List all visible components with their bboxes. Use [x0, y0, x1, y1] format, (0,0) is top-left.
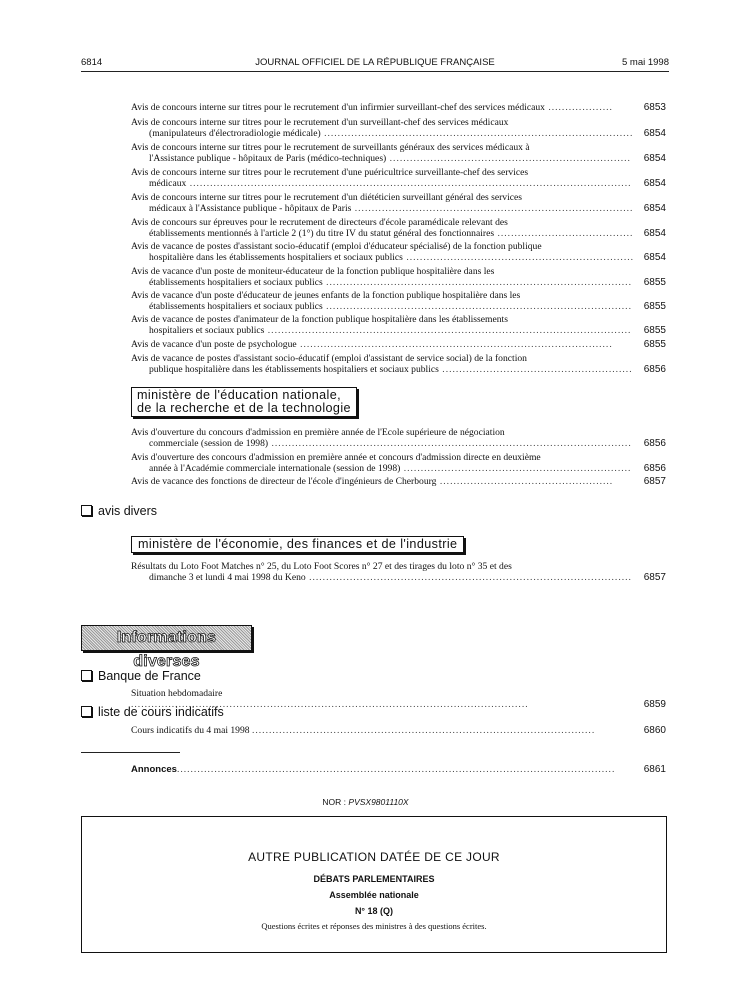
entry-text-line: Avis de concours sur épreuves pour le recrutement de directeurs d'école paramédicale relevant des	[131, 217, 508, 228]
toc-entry	[131, 339, 666, 350]
page-reference: 6855	[643, 325, 666, 337]
assemblee-nationale: Assemblée nationale	[329, 890, 419, 900]
entry-text-line: dimanche 3 et lundi 4 mai 1998 du Keno ...............................................................................................	[149, 572, 632, 584]
entry-text-line: Avis de concours interne sur titres pour le recrutement d'un infirmier surveillant-chef des services médicaux ...................	[131, 102, 613, 113]
toc-entry	[131, 217, 666, 239]
page-reference: 6854	[643, 252, 666, 264]
cours-indicatifs-label: liste de cours indicatifs	[98, 705, 224, 719]
page-reference: 6855	[643, 339, 666, 350]
page-number: 6814	[81, 57, 103, 68]
entry-text-line: Avis de concours interne sur titres pour le recrutement d'un surveillant-chef des services médicaux	[131, 117, 509, 128]
informations-diverses-banner: Informations diverses	[81, 625, 252, 651]
toc-entry	[131, 314, 666, 336]
dot-leader: ..........................................................................................................	[268, 438, 632, 450]
toc-entry	[131, 167, 666, 189]
dot-leader: ...........................................................................................................	[264, 325, 632, 337]
dot-leader: ..........................................................................................	[322, 277, 632, 289]
page-reference: 6856	[643, 438, 666, 450]
entry-text-line: Avis de vacance d'un poste de psychologue ............................................................................................	[131, 339, 613, 350]
toc-entry	[131, 452, 666, 474]
page-reference: 6855	[643, 277, 666, 289]
toc-entry	[131, 102, 666, 113]
entry-text-line: Avis de vacance des fonctions de directeur de l'école d'ingénieurs de Cherbourg ...................................................	[131, 476, 614, 487]
page-reference: 6854	[643, 128, 666, 140]
dot-leader: ..................................................................................................................................	[186, 178, 632, 190]
toc-entry	[131, 192, 666, 214]
ministry-economy-label: ministère de l'économie, des finances et de l'industrie	[138, 537, 458, 551]
page-reference: 6854	[643, 203, 666, 215]
checkbox-square-icon	[81, 505, 92, 516]
entry-text-line: Avis d'ouverture des concours d'admission en première année et concours d'admission directe en deuxième	[131, 452, 541, 463]
ministry-education-heading	[131, 387, 357, 417]
dot-leader: ..................................................................................	[351, 203, 634, 215]
dot-leader: ........................................	[494, 228, 634, 240]
page-reference: 6859	[643, 699, 666, 711]
entry-text-line: Résultats du Loto Foot Matches n° 25, du Loto Foot Scores n° 27 et des tirages du loto n° 35 et des	[131, 561, 512, 572]
toc-entry	[131, 353, 666, 375]
dot-leader: ............................................................................................	[296, 339, 613, 350]
entry-text-line: hospitalière dans les établissements hospitaliers et sociaux publics ...................................................................	[149, 252, 635, 264]
autre-publication-box	[81, 816, 667, 953]
header-rule	[81, 71, 669, 72]
entry-text-line: (manipulateurs d'électroradiologie médicale) ...........................................................................................	[149, 128, 634, 140]
entry-text-line: hospitaliers et sociaux publics ...........................................................................................................	[149, 325, 632, 337]
checkbox-square-icon	[81, 670, 92, 681]
page-reference: 6854	[643, 178, 666, 190]
nor-code: PVSX9801110X	[348, 797, 409, 807]
page-reference: 6860	[643, 725, 666, 736]
dot-leader: ...................	[544, 102, 613, 113]
entry-text-line: Avis de vacance de postes d'assistant socio-éducatif (emploi d'assistant de service social) de la fonction	[131, 353, 527, 364]
toc-entry	[131, 427, 666, 449]
page-reference: 6861	[643, 764, 666, 775]
entry-text-line: Avis de concours interne sur titres pour le recrutement d'un diététicien surveillant général des services	[131, 192, 523, 203]
page-reference: 6856	[643, 364, 666, 376]
situation-hebdomadaire-label: Situation hebdomadaire	[131, 688, 223, 699]
dot-leader: .....................................................................................................................	[131, 699, 529, 711]
dot-leader: ...................................................................	[400, 463, 632, 475]
dot-leader: .................................................................................................................................	[176, 764, 616, 775]
page-reference: 6854	[643, 228, 666, 240]
ministry-education-line1: ministère de l'éducation nationale,	[137, 388, 342, 402]
page-header	[81, 57, 669, 71]
entry-text-line: année à l'Académie commerciale internationale (session de 1998) ...................................................................	[149, 463, 632, 475]
ministry-economy-heading	[131, 536, 464, 553]
page-reference: 6857	[643, 572, 666, 584]
page-reference: 6854	[643, 153, 666, 165]
ministry-education-line2: de la recherche et de la technologie	[137, 401, 351, 415]
page-reference: 6855	[643, 301, 666, 313]
annonces-entry	[131, 764, 666, 775]
entry-text-line: Avis de vacance d'un poste d'éducateur de jeunes enfants de la fonction publique hospitalière dans les	[131, 290, 521, 301]
entry-text-line: Avis de vacance de postes d'animateur de la fonction publique hospitalière dans les établissements	[131, 314, 508, 325]
toc-entry	[131, 290, 666, 312]
separator-rule	[81, 752, 180, 753]
checkbox-square-icon	[81, 706, 92, 717]
entry-text-line: Avis de concours interne sur titres pour le recrutement de surveillants généraux des services médicaux à	[131, 142, 530, 153]
journal-title: JOURNAL OFFICIEL DE LA RÉPUBLIQUE FRANÇAISE	[255, 57, 495, 68]
issue-number: N° 18 (Q)	[354, 906, 394, 916]
entry-text-line: Avis de vacance de postes d'assistant socio-éducatif (emploi d'éducateur spécialisé) de la fonction publique	[131, 241, 542, 252]
entry-text-line: Avis de vacance d'un poste de moniteur-éducateur de la fonction publique hospitalière dans les	[131, 266, 495, 277]
toc-entry	[131, 266, 666, 288]
page-reference: 6856	[643, 463, 666, 475]
page-reference: 6853	[643, 102, 666, 113]
page-reference: 6857	[643, 476, 666, 487]
banque-de-france-heading	[81, 669, 201, 683]
annonces-label: Annonces	[131, 764, 177, 775]
toc-entry	[131, 561, 666, 583]
dot-leader: .......................................................................	[386, 153, 631, 165]
dot-leader: .....................................................................................................	[251, 725, 596, 736]
dot-leader: ........................................................	[438, 364, 633, 376]
entry-text-line: commerciale (session de 1998) ..........................................................................................................	[149, 438, 632, 450]
entry-text-line: médicaux à l'Assistance publique - hôpitaux de Paris ..................................................................................	[149, 203, 634, 215]
banque-de-france-label: Banque de France	[98, 669, 201, 683]
dot-leader: ...................................................................	[402, 252, 635, 264]
avis-divers-heading	[81, 504, 157, 518]
autre-publication-title: AUTRE PUBLICATION DATÉE DE CE JOUR	[248, 850, 500, 864]
toc-entry	[131, 142, 666, 164]
dot-leader: ...........................................................................................	[320, 128, 634, 140]
publication-note: Questions écrites et réponses des ministres à des questions écrites.	[261, 921, 487, 931]
cours-indicatifs-entry	[131, 725, 666, 736]
cours-indicatifs-heading	[81, 705, 224, 719]
toc-entry	[131, 241, 666, 263]
entry-text-line: Avis de concours interne sur titres pour le recrutement d'une puéricultrice surveillante-chef des services	[131, 167, 529, 178]
entry-text-line: établissements mentionnés à l'article 2 (1°) du titre IV du statut général des fonctionnaires ........................................	[149, 228, 634, 240]
nor-reference	[0, 797, 731, 807]
entry-text-line: établissements hospitaliers et sociaux publics ..........................................................................................	[149, 277, 632, 289]
nor-label: NOR :	[322, 797, 347, 807]
entry-text-line: médicaux ..................................................................................................................................	[149, 178, 632, 190]
entry-text-line: publique hospitalière dans les établissements hospitaliers et sociaux publics ........................................................	[149, 364, 633, 376]
entry-text-line: établissements hospitaliers et sociaux publics ..........................................................................................	[149, 301, 632, 313]
issue-date: 5 mai 1998	[621, 57, 669, 68]
dot-leader: ...................................................	[436, 476, 614, 487]
entry-text-line: Avis d'ouverture du concours d'admission en première année de l'Ecole supérieure de négociation	[131, 427, 505, 438]
cours-indicatifs-item: Cours indicatifs du 4 mai 1998	[131, 725, 250, 736]
debats-parlementaires: DÉBATS PARLEMENTAIRES	[313, 874, 435, 884]
toc-entry	[131, 476, 666, 487]
dot-leader: ...............................................................................................	[305, 572, 632, 584]
entry-text-line: l'Assistance publique - hôpitaux de Paris (médico-techniques) .......................................................................	[149, 153, 631, 165]
avis-divers-label: avis divers	[98, 504, 158, 518]
toc-entry	[131, 117, 666, 139]
dot-leader: ..........................................................................................	[322, 301, 632, 313]
